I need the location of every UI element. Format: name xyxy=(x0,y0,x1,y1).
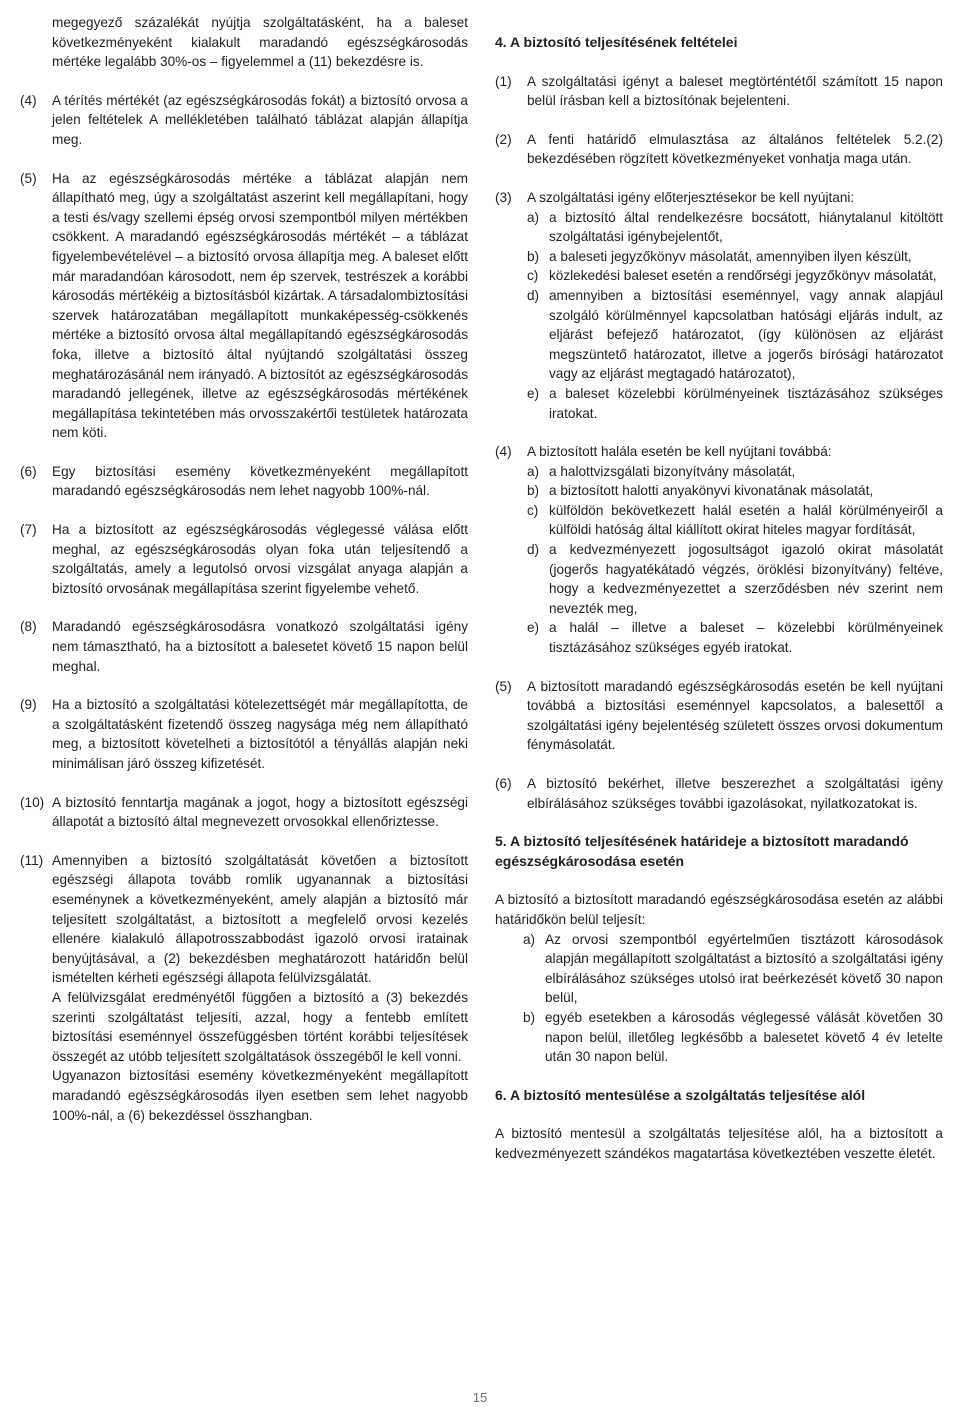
paragraph-number: (3) xyxy=(495,189,512,205)
item-list xyxy=(527,462,943,658)
list-item xyxy=(527,501,943,540)
item-letter: e) xyxy=(527,620,540,636)
paragraph xyxy=(20,617,468,676)
item-letter: d) xyxy=(527,287,540,303)
list-item xyxy=(527,286,943,384)
paragraph xyxy=(495,188,943,423)
paragraph-body xyxy=(52,617,468,676)
paragraph-number: (5) xyxy=(495,678,512,694)
list-item xyxy=(495,930,943,1008)
paragraph-number: (2) xyxy=(495,131,512,147)
paragraph-text: A térítés mértékét (az egészségkárosodás fokát) a biztosító orvosa a jelen feltételek A mellékletében található táblázat alapján állapítja meg. xyxy=(52,92,468,147)
list-item xyxy=(527,481,943,501)
paragraph-body xyxy=(527,130,943,169)
paragraph-text: A szolgáltatási igényt a baleset megtörténtétől számított 15 napon belül írásban kell a biztosítónak bejelenteni. xyxy=(527,73,943,109)
section-5-list xyxy=(495,930,943,1067)
paragraph-body xyxy=(52,91,468,150)
paragraph-text: Ha a biztosított az egészségkárosodás véglegessé válása előtt meghal, az egészségkárosodás olyan foka után teljesítendő a szolgáltatás, amely a legutolsó orvosi vizsgálat anyaga alapján a biztosító orvosának megállapítása szerint figyelembe vehető. xyxy=(52,522,468,596)
paragraph-text: Amennyiben a biztosító szolgáltatását követően a biztosított egészségi állapota tovább romlik ugyanannak a biztosítási eseménynek a következményeként, amely alapján a biztosító már teljesített szolgáltatást, a biztosított a megfelelő orvosi kezelés ellenére kialakuló állapotrosszabbodást igazoló orvosi iratainak benyújtásával, a (2) bekezdésben meghatározott határidőn belül ismételten kérheti egészségi állapota felülvizsgálatát. xyxy=(52,852,468,986)
paragraph-text: A biztosított halála esetén be kell nyújtani továbbá: xyxy=(527,444,832,460)
item-letter: c) xyxy=(527,502,539,518)
item-letter: b) xyxy=(527,248,540,264)
item-letter: a) xyxy=(527,463,540,479)
list-item xyxy=(527,266,943,286)
paragraph-number: (6) xyxy=(495,776,512,791)
section-4-paragraphs xyxy=(495,72,943,814)
paragraph xyxy=(20,91,468,150)
intro-paragraph xyxy=(20,13,468,72)
paragraph xyxy=(20,169,468,443)
paragraph xyxy=(495,774,943,813)
list-item xyxy=(527,618,943,657)
item-letter: c) xyxy=(527,268,539,284)
paragraph-text: A biztosított maradandó egészségkárosodás esetén be kell nyújtani továbbá a biztosítási eseménnyel kapcsolatos, a balesettől a szolgáltatási igény bejelentéség született összes orvosi dokumentum fénymásolatát. xyxy=(527,678,943,753)
left-paragraphs xyxy=(20,91,468,1125)
item-text: külföldön bekövetkezett halál esetén a halál körülményeiről a külföldi hatóság által kiállított okirat hiteles magyar fordítását, xyxy=(549,502,943,538)
paragraph xyxy=(20,851,468,1125)
left-column xyxy=(20,13,468,1144)
item-text: a biztosító által rendelkezésre bocsátott, hiánytalanul kitöltött szolgáltatási igénybejelentőt, xyxy=(549,209,943,245)
paragraph-text: Egy biztosítási esemény következményeként megállapított maradandó egészségkárosodás nem lehet nagyobb 100%-nál. xyxy=(52,463,468,499)
paragraph-text: Maradandó egészségkárosodásra vonatkozó szolgáltatási igény nem támasztható, ha a biztosított a balesetet követő 15 napon belül meghal. xyxy=(52,619,468,674)
paragraph-body xyxy=(527,188,943,423)
item-text: a kedvezményezett jogosultságot igazoló okirat másolatát (jogerős hagyatékátadó végzés, öröklési bizonyítvány) feltéve, hogy a kedvezményezettet a szerződésben név szerint nem nevezték meg, xyxy=(549,542,943,616)
item-text: amennyiben a biztosítási eseménnyel, vagy annak alapjául szolgáló körülménnyel kapcsolatban hatósági eljárás indult, az eljárást befejező határozatot, (így különösen az eljárást megszüntető határozatot, illetve a jogerős bírósági határozatot vagy az eljárást megtagadó határozatot), xyxy=(549,287,943,382)
item-letter: d) xyxy=(527,542,540,558)
paragraph-text: A fenti határidő elmulasztása az általános feltételek 5.2.(2) bekezdésében rögzített következményeket vonhatja maga után. xyxy=(527,131,943,167)
list-item xyxy=(495,1008,943,1067)
section-6-title: 6. A biztosító mentesülése a szolgáltatás teljesítése alól xyxy=(495,1086,866,1103)
item-text: közlekedési baleset esetén a rendőrségi jegyzőkönyv másolatát, xyxy=(549,268,937,284)
paragraph-body xyxy=(52,169,468,443)
paragraph xyxy=(495,442,943,658)
item-text: Az orvosi szempontból egyértelműen tisztázott károsodások alapján megállapított szolgáltatást a biztosító a szolgáltatási igény elbírálásához szükséges utolsó irat beérkezését követő 30 napon belül, xyxy=(545,931,943,1006)
section-4-title: 4. A biztosító teljesítésének feltételei xyxy=(495,34,738,50)
paragraph xyxy=(20,793,468,832)
paragraph-text: Ha a biztosító a szolgáltatási kötelezettségét már megállapította, de a szolgáltatásként fizetendő összeg nagysága még nem állapítható meg, a biztosított követelheti a biztosítótól a tényállás alapján neki minimálisan járó összeg kifizetését. xyxy=(52,697,468,771)
paragraph-body xyxy=(52,793,468,832)
right-column xyxy=(495,33,943,1164)
list-item xyxy=(527,208,943,247)
paragraph-body xyxy=(527,72,943,111)
paragraph xyxy=(20,695,468,773)
paragraph-number: (9) xyxy=(20,697,37,713)
page-number: 15 xyxy=(470,1388,490,1408)
paragraph-body xyxy=(52,520,468,598)
list-item xyxy=(527,384,943,423)
paragraph-body xyxy=(52,462,468,501)
paragraph-body xyxy=(527,774,943,813)
paragraph-number: (11) xyxy=(20,852,44,868)
list-item xyxy=(527,540,943,618)
section-5-title: 5. A biztosító teljesítésének határideje a biztosított maradandó egészségkárosodása esetén xyxy=(495,833,909,869)
paragraph-number: (5) xyxy=(20,170,37,186)
item-letter-text: a) xyxy=(523,931,536,947)
paragraph-body xyxy=(52,695,468,773)
paragraph-text: A biztosító fenntartja magának a jogot, hogy a biztosított egészségi állapotát a biztosító által megnevezett orvosokkal ellenőriztesse. xyxy=(52,794,468,830)
intro-text: megegyező százalékát nyújtja szolgáltatásként, ha a baleset következményeként kialakult maradandó egészségkárosodás mértéke legalább 30%-os – figyelemmel a (11) bekezdésre is. xyxy=(52,15,468,70)
paragraph xyxy=(20,462,468,501)
paragraph-text: A felülvizsgálat eredményétől függően a biztosító a (3) bekezdés szerinti szolgáltatást teljesíti, azzal, hogy a fentebb említett biztosítási eseménnyel összefüggésben történt korábbi teljesítések összegét az utóbb teljesített szolgáltatások összegéből le kell vonni. xyxy=(52,989,468,1064)
paragraph-number: (6) xyxy=(20,463,37,479)
paragraph-text: Ha az egészségkárosodás mértéke a táblázat alapján nem állapítható meg, úgy a szolgáltatást aszerint kell megállapítani, hogy a testi és/vagy szellemi épség orvosi szempontból milyen mértékben csökkent. A maradandó egészségkárosodás mértékét – a táblázat figyelembevételével – a biztosító orvosa állapítja meg. A baleset előtt már maradandóan károsodott, nem ép szervek, testrészek a korábbi károsodás mértékéig a biztosításból kizártak. A társadalombiztosítási szervek határozatában megállapított munkaképesség-csökkenés mértéke a biztosító orvosa által megállapítandó egészségkárosodás foka, illetve a biztosító által nyújtandó szolgáltatási összeg meghatározásánál nem irányadó. A biztosítót az egészségkárosodás maradandó jellegének, illetve az egészségkárosodás mértékének megállapítása tekintetében más orvosszakértői testületek határozata nem köti. xyxy=(52,170,468,441)
paragraph xyxy=(495,72,943,111)
paragraph-text: A szolgáltatási igény előterjesztésekor be kell nyújtani: xyxy=(527,189,855,205)
item-letter xyxy=(495,930,545,1008)
paragraph-body xyxy=(527,677,943,755)
item-text: a halál – illetve a baleset – közelebbi körülményeinek tisztázásához szükséges egyéb iratokat. xyxy=(549,620,943,656)
item-letter: b) xyxy=(527,483,540,499)
paragraph-body xyxy=(527,442,943,658)
paragraph-number: (8) xyxy=(20,619,37,635)
section-6-text: A biztosító mentesül a szolgáltatás teljesítése alól, ha a biztosított a kedvezményezett szándékos magatartása következtében veszette életét. xyxy=(495,1126,943,1161)
paragraph-number: (4) xyxy=(20,92,37,108)
paragraph-body xyxy=(52,851,468,1125)
paragraph-text: Ugyanazon biztosítási esemény következményeként megállapított maradandó egészségkárosodás ilyen esetben sem lehet nagyobb 100%-nál, a (6) bekezdéssel összhangban. xyxy=(52,1068,468,1123)
paragraph-number: (1) xyxy=(495,73,512,89)
item-text: a halottvizsgálati bizonyítvány másolatát, xyxy=(549,463,796,479)
paragraph xyxy=(495,130,943,169)
item-letter-text: b) xyxy=(523,1009,536,1025)
paragraph-number: (10) xyxy=(20,794,45,810)
item-text: a biztosított halotti anyakönyvi kivonatának másolatát, xyxy=(549,483,874,499)
paragraph-number: (4) xyxy=(495,444,512,460)
item-list xyxy=(527,208,943,424)
item-text: a baleset közelebbi körülményeinek tisztázásához szükséges iratokat. xyxy=(549,385,943,421)
section-5-intro: A biztosító a biztosított maradandó egészségkárosodása esetén az alábbi határidőkön belül teljesít: xyxy=(495,892,943,927)
list-item xyxy=(527,462,943,482)
paragraph-number: (7) xyxy=(20,522,37,538)
item-letter: e) xyxy=(527,385,540,401)
paragraph-text: A biztosító bekérhet, illetve beszerezhet a szolgáltatási igény elbírálásához szükséges további igazolásokat, nyilatkozatokat is. xyxy=(527,776,943,811)
item-text: a baleseti jegyzőkönyv másolatát, amennyiben ilyen készült, xyxy=(549,248,912,264)
paragraph xyxy=(20,520,468,598)
item-text: egyéb esetekben a károsodás véglegessé válását követően 30 napon belül, illetőleg legkésőbb a balesetet követő 4 év letelte után 30 napon belül. xyxy=(545,1009,943,1065)
item-letter: a) xyxy=(527,209,540,225)
list-item xyxy=(527,247,943,267)
item-letter xyxy=(495,1008,545,1067)
paragraph xyxy=(495,677,943,755)
